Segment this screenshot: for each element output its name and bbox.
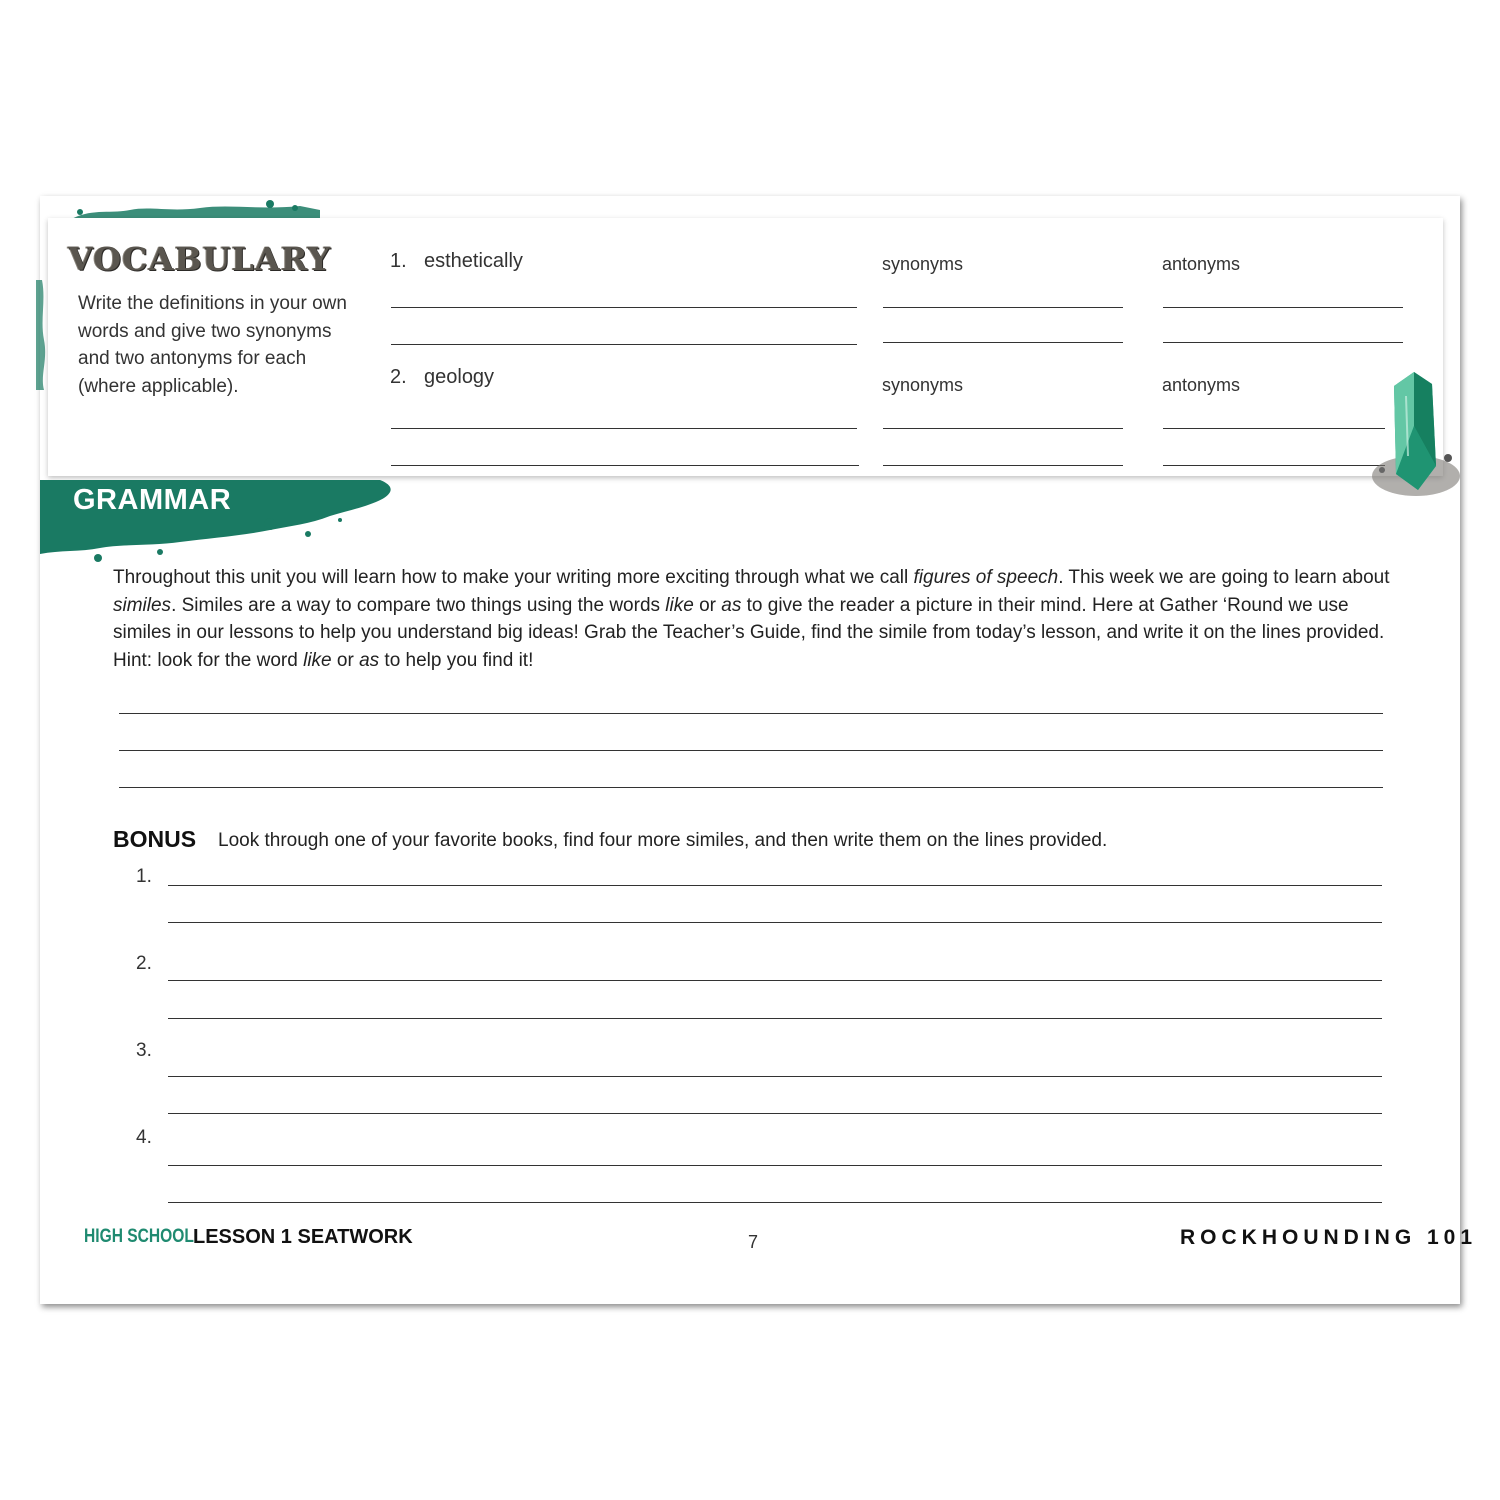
vocab-item-2-number: 2.: [390, 366, 407, 388]
vocab-2-synonym-line-1[interactable]: [883, 428, 1123, 429]
vocab-2-antonym-line-2[interactable]: [1163, 465, 1385, 466]
bonus-instructions: Look through one of your favorite books, find four more similes, and then write them on the lines provided.: [218, 830, 1108, 851]
page-number: 7: [748, 1232, 759, 1252]
vocab-2-synonym-line-2[interactable]: [883, 465, 1123, 466]
vocab-item-2-word: geology: [424, 366, 495, 388]
vocab-1-definition-line-2[interactable]: [391, 344, 857, 345]
footer-lesson: LESSON 1 SEATWORK: [193, 1226, 413, 1248]
bonus-number-4: 4.: [136, 1127, 152, 1148]
emerald-crystal-illustration: [1366, 366, 1462, 504]
bonus-heading: BONUS: [113, 826, 197, 852]
vocab-item-2-synonyms-label: synonyms: [882, 375, 964, 395]
vocab-1-synonym-line-2[interactable]: [883, 342, 1123, 343]
vocab-1-antonym-line-1[interactable]: [1163, 307, 1403, 308]
vocab-item-2-antonyms-label: antonyms: [1162, 375, 1241, 395]
vocab-item-1-number: 1.: [390, 250, 407, 272]
simile-answer-line-1[interactable]: [119, 713, 1383, 714]
bonus-4-line-2[interactable]: [168, 1202, 1382, 1203]
footer-level: HIGH SCHOOL: [84, 1226, 194, 1247]
bonus-1-line-1[interactable]: [168, 885, 1382, 886]
vocabulary-title: VOCABULARY: [68, 240, 332, 278]
vocab-item-1-synonyms-label: synonyms: [882, 254, 964, 274]
grammar-title: GRAMMAR: [73, 484, 232, 516]
bonus-4-line-1[interactable]: [168, 1165, 1382, 1166]
vocab-2-definition-line-1[interactable]: [391, 428, 857, 429]
vocab-item-1-word: esthetically: [424, 250, 523, 272]
simile-answer-line-2[interactable]: [119, 750, 1383, 751]
vocab-1-synonym-line-1[interactable]: [883, 307, 1123, 308]
grammar-instructions: Throughout this unit you will learn how to make your writing more exciting through what we call figures of speech. This week we are going to learn about similes. Similes are a way to compare two things using the words like or as to give the reader a picture in their mind. Here at Gather ‘Round we use similes in our lessons to help you understand big ideas! Grab the Teacher’s Guide, find the simile from today’s lesson, and write it on the lines provided. Hint: look for the word like or as to help you find it!: [113, 567, 1390, 671]
vocab-1-definition-line-1[interactable]: [391, 307, 857, 308]
bonus-3-line-2[interactable]: [168, 1113, 1382, 1114]
bonus-2-line-2[interactable]: [168, 1018, 1382, 1019]
bonus-number-2: 2.: [136, 953, 152, 974]
bonus-3-line-1[interactable]: [168, 1076, 1382, 1077]
vocab-item-1-antonyms-label: antonyms: [1162, 254, 1241, 274]
footer-book-title: ROCKHOUNDING 101: [1180, 1226, 1478, 1249]
bonus-2-line-1[interactable]: [168, 980, 1382, 981]
bonus-1-line-2[interactable]: [168, 922, 1382, 923]
vocab-1-antonym-line-2[interactable]: [1163, 342, 1403, 343]
bonus-number-3: 3.: [136, 1040, 152, 1061]
vocab-2-antonym-line-1[interactable]: [1163, 428, 1385, 429]
simile-answer-line-3[interactable]: [119, 787, 1383, 788]
vocabulary-instructions: Write the definitions in your own words and give two synonyms and two antonyms for each (where applicable).: [78, 293, 347, 397]
bonus-number-1: 1.: [136, 866, 152, 887]
vocab-2-definition-line-2[interactable]: [391, 465, 859, 466]
